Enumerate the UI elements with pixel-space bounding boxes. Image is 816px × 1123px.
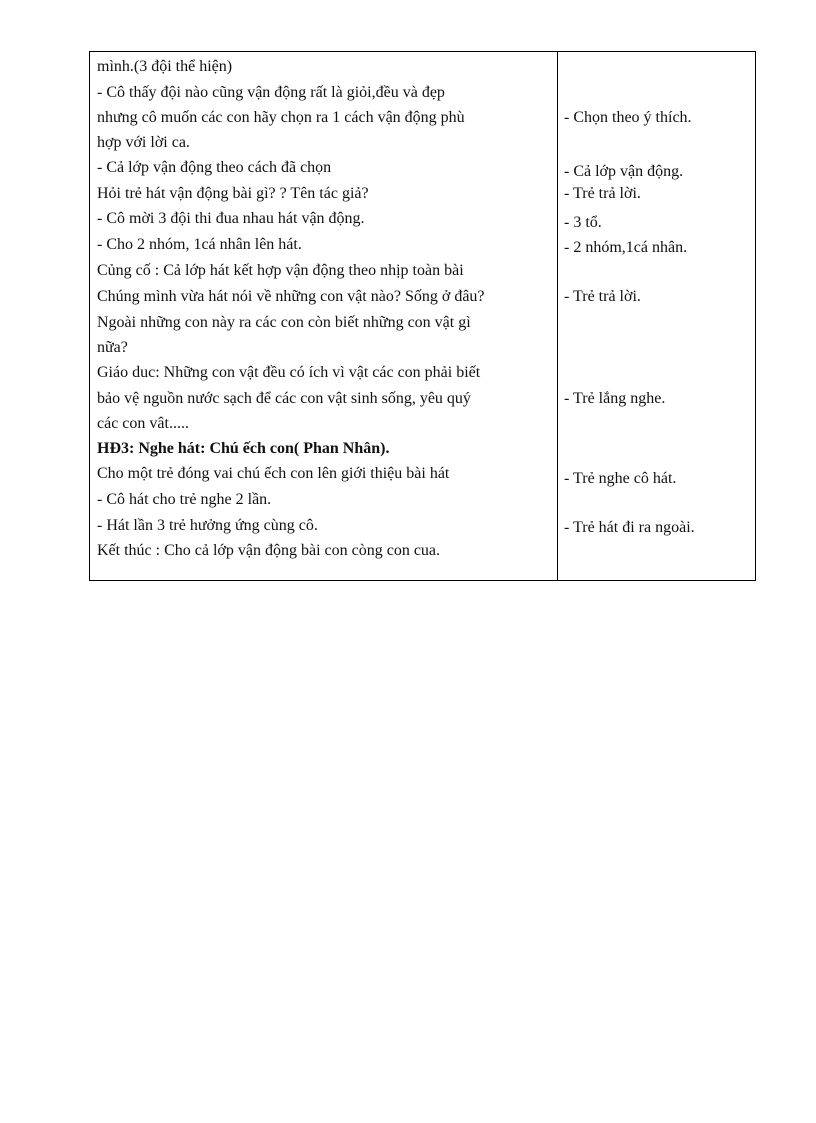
right-line: - 3 tổ. bbox=[564, 214, 602, 231]
right-line: - Chọn theo ý thích. bbox=[564, 109, 692, 126]
left-line: nữa? bbox=[97, 339, 128, 356]
left-line: Ngoài những con này ra các con còn biết những con vật gì bbox=[97, 314, 471, 331]
left-line: Chúng mình vừa hát nói về những con vật nào? Sống ở đâu? bbox=[97, 288, 485, 305]
right-line: - Trẻ trả lời. bbox=[564, 288, 641, 305]
left-line: các con vât..... bbox=[97, 415, 189, 432]
right-line: - Trẻ trả lời. bbox=[564, 185, 641, 202]
left-line: - Cho 2 nhóm, 1cá nhân lên hát. bbox=[97, 236, 302, 253]
left-line: Cho một trẻ đóng vai chú ếch con lên giới thiệu bài hát bbox=[97, 465, 450, 482]
left-line: Giáo duc: Những con vật đều có ích vì vật các con phải biết bbox=[97, 364, 481, 381]
left-line: hợp với lời ca. bbox=[97, 134, 190, 151]
right-line: - Trẻ nghe cô hát. bbox=[564, 470, 677, 487]
column-divider bbox=[557, 52, 558, 580]
left-line: Hỏi trẻ hát vận động bài gì? ? Tên tác giả? bbox=[97, 185, 369, 202]
section-heading-hd3: HĐ3: Nghe hát: Chú ếch con( Phan Nhân). bbox=[97, 440, 390, 457]
right-line: - Cả lớp vận động. bbox=[564, 163, 684, 180]
left-line: Củng cố : Cả lớp hát kết hợp vận động theo nhịp toàn bài bbox=[97, 262, 464, 279]
left-line: mình.(3 đội thể hiện) bbox=[97, 58, 233, 75]
left-line: nhưng cô muốn các con hãy chọn ra 1 cách vận động phù bbox=[97, 109, 465, 126]
left-line: Kết thúc : Cho cả lớp vận động bài con còng con cua. bbox=[97, 542, 441, 559]
left-line: bảo vệ nguồn nước sạch để các con vật sinh sống, yêu quý bbox=[97, 390, 471, 407]
left-line: - Cô mời 3 đội thi đua nhau hát vận động. bbox=[97, 210, 365, 227]
activity-table bbox=[89, 51, 756, 581]
left-line: - Cô hát cho trẻ nghe 2 lần. bbox=[97, 491, 272, 508]
right-line: - Trẻ hát đi ra ngoài. bbox=[564, 519, 695, 536]
right-line: - Trẻ lắng nghe. bbox=[564, 390, 666, 407]
left-line: - Cô thấy đội nào cũng vận động rất là giỏi,đều và đẹp bbox=[97, 84, 445, 101]
right-line: - 2 nhóm,1cá nhân. bbox=[564, 239, 688, 256]
left-line: - Cả lớp vận động theo cách đã chọn bbox=[97, 159, 332, 176]
left-line: - Hát lần 3 trẻ hưởng ứng cùng cô. bbox=[97, 517, 318, 534]
